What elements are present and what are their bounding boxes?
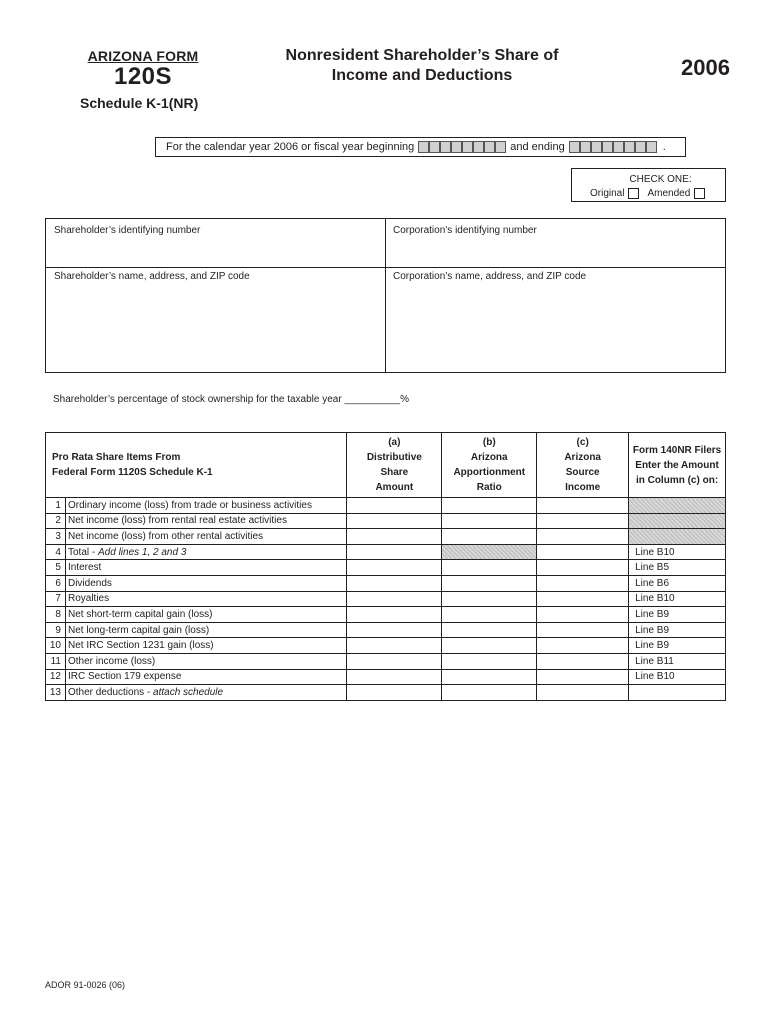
amended-label: Amended xyxy=(647,188,691,199)
line-label: Net income (loss) from other rental activities xyxy=(67,530,264,542)
column-c-cell[interactable] xyxy=(537,498,629,514)
title-line-1: Nonresident Shareholder’s Share of xyxy=(285,47,559,64)
items-header-line-1: Pro Rata Share Items From xyxy=(52,452,181,463)
column-a-cell[interactable] xyxy=(347,544,442,560)
check-one-box xyxy=(571,168,726,202)
line-label: Net income (loss) from rental real estate activities xyxy=(67,515,287,527)
line-number: 8 xyxy=(46,607,66,623)
line-label: Dividends xyxy=(67,577,112,589)
column-c-cell[interactable] xyxy=(537,607,629,623)
line-label: Royalties xyxy=(67,593,110,605)
col-c-line-1: (c) xyxy=(576,437,589,448)
calendar-suffix: . xyxy=(662,141,666,153)
form-140nr-reference xyxy=(629,513,726,529)
column-b-cell[interactable] xyxy=(442,575,537,591)
begin-date-field[interactable] xyxy=(418,141,506,153)
col-b-line-4: Ratio xyxy=(476,482,502,493)
form-140nr-reference: Line B9 xyxy=(629,607,726,623)
line-description xyxy=(65,498,346,514)
form-140nr-reference: Line B10 xyxy=(629,591,726,607)
line-label: Ordinary income (loss) from trade or business activities xyxy=(67,499,312,511)
table-row xyxy=(46,513,726,529)
column-b-cell[interactable] xyxy=(442,622,537,638)
line-label: Interest xyxy=(67,562,102,574)
corporation-name-field[interactable] xyxy=(387,285,725,372)
line-description xyxy=(65,622,346,638)
line-description xyxy=(65,638,346,654)
corporation-name-label: Corporation’s name, address, and ZIP code xyxy=(393,271,587,282)
column-a-cell[interactable] xyxy=(347,653,442,669)
line-number: 13 xyxy=(46,685,66,701)
form-code: ADOR 91-0026 (06) xyxy=(45,980,126,990)
column-b-cell[interactable] xyxy=(442,607,537,623)
table-row xyxy=(46,685,726,701)
line-label: Net IRC Section 1231 gain (loss) xyxy=(67,640,214,652)
table-row xyxy=(46,607,726,623)
form-140nr-reference xyxy=(629,685,726,701)
col-b-header xyxy=(442,433,537,498)
form-140nr-reference: Line B10 xyxy=(629,669,726,685)
pro-rata-table xyxy=(45,432,726,701)
items-header-line-2: Federal Form 1120S Schedule K-1 xyxy=(52,467,213,478)
check-options xyxy=(590,188,713,199)
line-description xyxy=(65,591,346,607)
line-description xyxy=(65,575,346,591)
identification-box xyxy=(45,218,726,373)
column-a-cell[interactable] xyxy=(347,638,442,654)
line-label: Net long-term capital gain (loss) xyxy=(67,624,210,636)
table-row xyxy=(46,498,726,514)
form-number: 120S xyxy=(113,63,173,90)
column-a-cell[interactable] xyxy=(347,607,442,623)
schedule-title: Schedule K-1(NR) xyxy=(80,95,199,111)
shareholder-id-field[interactable] xyxy=(47,239,384,266)
line-label: Net short-term capital gain (loss) xyxy=(67,608,213,620)
column-a-cell[interactable] xyxy=(347,575,442,591)
table-header-row xyxy=(46,433,726,498)
items-header xyxy=(46,433,347,498)
column-c-cell[interactable] xyxy=(537,513,629,529)
column-a-cell[interactable] xyxy=(347,529,442,545)
form-140nr-reference: Line B5 xyxy=(629,560,726,576)
column-b-cell xyxy=(442,544,537,560)
line-number: 1 xyxy=(46,498,66,514)
corporation-id-label: Corporation’s identifying number xyxy=(393,225,537,236)
col-d-line-1: Form 140NR Filers xyxy=(632,444,722,456)
line-number: 10 xyxy=(46,638,66,654)
calendar-middle: and ending xyxy=(510,141,565,153)
column-a-cell[interactable] xyxy=(347,591,442,607)
column-b-cell[interactable] xyxy=(442,498,537,514)
column-a-cell[interactable] xyxy=(347,669,442,685)
col-c-line-4: Income xyxy=(565,482,601,493)
col-a-line-3: Share xyxy=(380,467,409,478)
table-row xyxy=(46,544,726,560)
col-c-line-2: Arizona xyxy=(564,452,601,463)
line-description xyxy=(65,544,346,560)
check-one-title: CHECK ONE: xyxy=(629,174,692,185)
column-c-cell[interactable] xyxy=(537,544,629,560)
end-date-field[interactable] xyxy=(569,141,657,153)
form-140nr-reference: Line B10 xyxy=(629,544,726,560)
table-row xyxy=(46,591,726,607)
column-a-cell[interactable] xyxy=(347,513,442,529)
form-140nr-reference: Line B6 xyxy=(629,575,726,591)
column-c-cell[interactable] xyxy=(537,560,629,576)
column-b-cell[interactable] xyxy=(442,591,537,607)
col-c-header xyxy=(537,433,629,498)
line-description xyxy=(65,607,346,623)
col-a-header xyxy=(347,433,442,498)
line-number: 11 xyxy=(46,653,66,669)
form-140nr-reference: Line B9 xyxy=(629,638,726,654)
column-b-cell[interactable] xyxy=(442,653,537,669)
table-row xyxy=(46,622,726,638)
col-a-line-2: Distributive xyxy=(366,452,422,463)
col-b-line-2: Arizona xyxy=(470,452,508,463)
column-a-cell[interactable] xyxy=(347,685,442,701)
table-row xyxy=(46,529,726,545)
calendar-year-box xyxy=(155,137,686,157)
table-row xyxy=(46,669,726,685)
line-label: IRC Section 179 expense xyxy=(67,671,182,683)
calendar-prefix: For the calendar year 2006 or fiscal year beginning xyxy=(166,141,415,153)
line-label: Other deductions - xyxy=(67,686,154,698)
line-description xyxy=(65,653,346,669)
line-number: 9 xyxy=(46,622,66,638)
column-c-cell[interactable] xyxy=(537,622,629,638)
col-d-header xyxy=(629,433,726,498)
col-b-line-3: Apportionment xyxy=(453,467,526,478)
line-number: 7 xyxy=(46,591,66,607)
line-number: 2 xyxy=(46,513,66,529)
column-c-cell[interactable] xyxy=(537,529,629,545)
column-b-cell[interactable] xyxy=(442,529,537,545)
form-140nr-reference: Line B11 xyxy=(629,653,726,669)
line-number: 12 xyxy=(46,669,66,685)
col-d-line-2: Enter the Amount xyxy=(635,459,719,471)
line-description xyxy=(65,529,346,545)
line-description xyxy=(65,669,346,685)
line-description xyxy=(65,685,346,701)
line-number: 3 xyxy=(46,529,66,545)
line-label: Total - xyxy=(67,546,98,558)
original-checkbox[interactable] xyxy=(628,188,639,199)
col-a-line-1: (a) xyxy=(388,437,401,448)
column-b-cell[interactable] xyxy=(442,669,537,685)
original-label: Original xyxy=(590,188,625,199)
shareholder-name-field[interactable] xyxy=(47,285,384,372)
column-c-cell[interactable] xyxy=(537,638,629,654)
column-b-cell[interactable] xyxy=(442,513,537,529)
column-c-cell[interactable] xyxy=(537,575,629,591)
column-a-cell[interactable] xyxy=(347,560,442,576)
shareholder-name-label: Shareholder’s name, address, and ZIP code xyxy=(54,271,250,282)
column-b-cell[interactable] xyxy=(442,638,537,654)
table-row xyxy=(46,638,726,654)
line-number: 5 xyxy=(46,560,66,576)
title-line-2: Income and Deductions xyxy=(331,67,513,84)
line-description xyxy=(65,560,346,576)
table-row xyxy=(46,575,726,591)
line-number: 4 xyxy=(46,544,66,560)
column-b-cell[interactable] xyxy=(442,685,537,701)
tax-year: 2006 xyxy=(681,55,730,80)
table-row xyxy=(46,560,726,576)
column-c-cell[interactable] xyxy=(537,591,629,607)
col-a-line-4: Amount xyxy=(375,482,414,493)
ownership-percentage: Shareholder’s percentage of stock ownership for the taxable year __________% xyxy=(53,394,409,405)
col-d-line-3: in Column (c) on: xyxy=(635,474,719,486)
id-divider-horizontal xyxy=(46,267,725,268)
column-c-cell[interactable] xyxy=(537,653,629,669)
line-instruction: Add lines 1, 2 and 3 xyxy=(98,546,187,558)
form-140nr-reference: Line B9 xyxy=(629,622,726,638)
line-label: Other income (loss) xyxy=(67,655,156,667)
form-140nr-reference xyxy=(629,529,726,545)
table-row xyxy=(46,653,726,669)
line-number: 6 xyxy=(46,575,66,591)
shareholder-id-label: Shareholder’s identifying number xyxy=(54,225,201,236)
column-c-cell[interactable] xyxy=(537,669,629,685)
line-instruction: attach schedule xyxy=(153,686,224,698)
column-a-cell[interactable] xyxy=(347,498,442,514)
form-label: ARIZONA FORM xyxy=(87,48,199,64)
form-140nr-reference xyxy=(629,498,726,514)
id-divider-vertical xyxy=(385,219,386,372)
column-b-cell[interactable] xyxy=(442,560,537,576)
column-a-cell[interactable] xyxy=(347,622,442,638)
amended-checkbox[interactable] xyxy=(694,188,705,199)
corporation-id-field[interactable] xyxy=(387,239,725,266)
column-c-cell[interactable] xyxy=(537,685,629,701)
col-b-line-1: (b) xyxy=(482,437,496,448)
col-c-line-3: Source xyxy=(565,467,600,478)
line-description xyxy=(65,513,346,529)
page-title xyxy=(282,46,562,86)
